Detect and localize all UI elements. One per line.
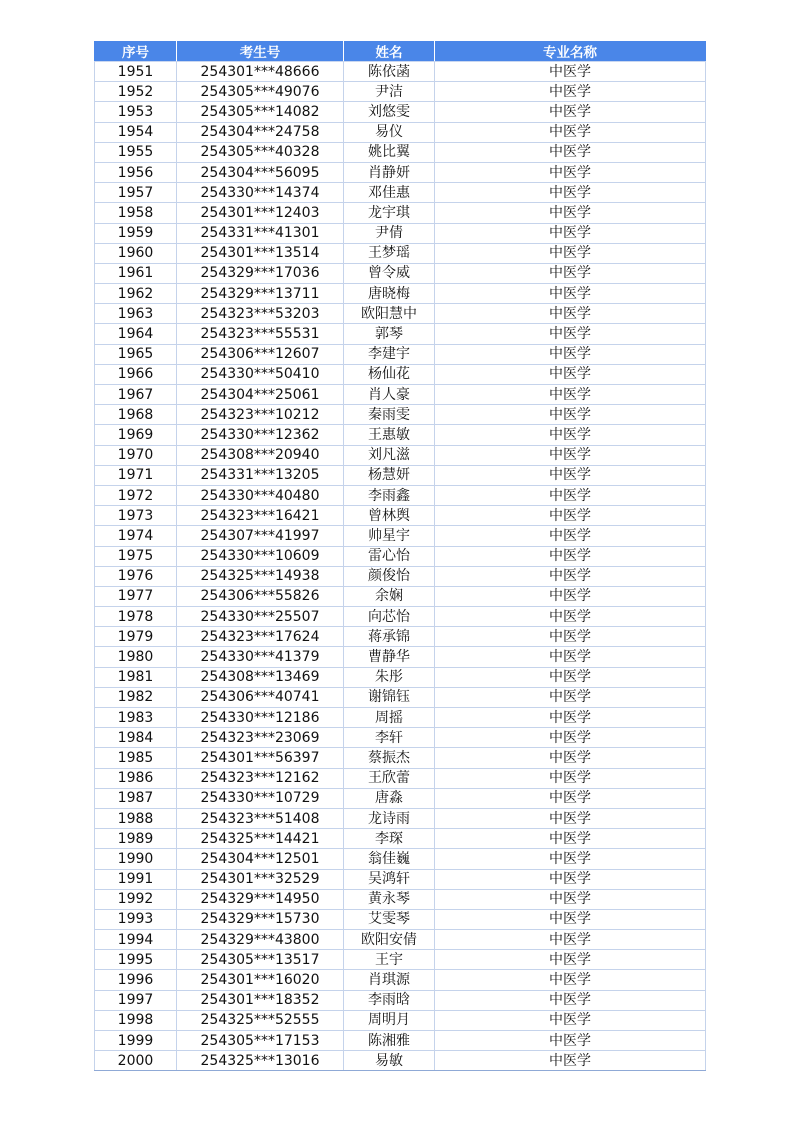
cell-name: 王欣蕾 [344, 768, 435, 788]
table-row [95, 445, 706, 465]
cell-major: 中医学 [435, 304, 706, 324]
cell-exam-id: 254308***20940 [177, 445, 344, 465]
table-row [95, 385, 706, 405]
cell-seq: 1977 [95, 586, 177, 606]
cell-exam-id: 254301***12403 [177, 203, 344, 223]
cell-major: 中医学 [435, 849, 706, 869]
cell-exam-id: 254330***12186 [177, 708, 344, 728]
cell-name: 艾雯琴 [344, 909, 435, 929]
cell-seq: 1962 [95, 284, 177, 304]
table-row [95, 183, 706, 203]
cell-exam-id: 254306***40741 [177, 687, 344, 707]
cell-name: 易敏 [344, 1051, 435, 1071]
cell-exam-id: 254330***10609 [177, 546, 344, 566]
cell-name: 陈湘雅 [344, 1031, 435, 1051]
table-row [95, 970, 706, 990]
cell-name: 刘悠雯 [344, 102, 435, 122]
cell-name: 王宇 [344, 950, 435, 970]
cell-exam-id: 254329***13711 [177, 284, 344, 304]
cell-major: 中医学 [435, 586, 706, 606]
cell-exam-id: 254305***14082 [177, 102, 344, 122]
cell-major: 中医学 [435, 102, 706, 122]
table-row [95, 930, 706, 950]
cell-seq: 1958 [95, 203, 177, 223]
cell-major: 中医学 [435, 990, 706, 1010]
cell-seq: 1995 [95, 950, 177, 970]
cell-exam-id: 254325***14421 [177, 829, 344, 849]
cell-seq: 1954 [95, 122, 177, 142]
cell-name: 颜俊怡 [344, 566, 435, 586]
cell-exam-id: 254301***16020 [177, 970, 344, 990]
header-row [95, 41, 706, 62]
cell-major: 中医学 [435, 183, 706, 203]
cell-seq: 1972 [95, 485, 177, 505]
cell-major: 中医学 [435, 728, 706, 748]
cell-exam-id: 254301***56397 [177, 748, 344, 768]
table-row [95, 849, 706, 869]
cell-name: 杨慧妍 [344, 465, 435, 485]
table-row [95, 284, 706, 304]
cell-exam-id: 254305***49076 [177, 82, 344, 102]
cell-exam-id: 254304***24758 [177, 122, 344, 142]
cell-major: 中医学 [435, 1051, 706, 1071]
table-row [95, 708, 706, 728]
table-row [95, 808, 706, 828]
cell-name: 邓佳惠 [344, 183, 435, 203]
cell-seq: 1956 [95, 162, 177, 182]
cell-major: 中医学 [435, 1031, 706, 1051]
cell-name: 吴鸿轩 [344, 869, 435, 889]
cell-seq: 1966 [95, 364, 177, 384]
cell-major: 中医学 [435, 263, 706, 283]
table-row [95, 889, 706, 909]
cell-major: 中医学 [435, 243, 706, 263]
table-row [95, 203, 706, 223]
cell-name: 肖人豪 [344, 385, 435, 405]
cell-seq: 1983 [95, 708, 177, 728]
cell-exam-id: 254325***14938 [177, 566, 344, 586]
table-row [95, 748, 706, 768]
cell-seq: 1999 [95, 1031, 177, 1051]
cell-major: 中医学 [435, 950, 706, 970]
cell-seq: 1994 [95, 930, 177, 950]
cell-exam-id: 254306***12607 [177, 344, 344, 364]
cell-exam-id: 254330***14374 [177, 183, 344, 203]
cell-major: 中医学 [435, 930, 706, 950]
cell-seq: 1982 [95, 687, 177, 707]
cell-name: 欧阳安倩 [344, 930, 435, 950]
cell-exam-id: 254323***51408 [177, 808, 344, 828]
cell-exam-id: 254323***55531 [177, 324, 344, 344]
cell-major: 中医学 [435, 889, 706, 909]
cell-exam-id: 254306***55826 [177, 586, 344, 606]
cell-exam-id: 254323***17624 [177, 627, 344, 647]
cell-seq: 1952 [95, 82, 177, 102]
cell-name: 欧阳慧中 [344, 304, 435, 324]
cell-seq: 1989 [95, 829, 177, 849]
cell-seq: 1957 [95, 183, 177, 203]
cell-seq: 1997 [95, 990, 177, 1010]
cell-seq: 1984 [95, 728, 177, 748]
cell-major: 中医学 [435, 324, 706, 344]
cell-exam-id: 254330***41379 [177, 647, 344, 667]
cell-major: 中医学 [435, 970, 706, 990]
cell-exam-id: 254325***52555 [177, 1010, 344, 1030]
cell-seq: 1974 [95, 526, 177, 546]
cell-major: 中医学 [435, 465, 706, 485]
cell-name: 余娴 [344, 586, 435, 606]
cell-major: 中医学 [435, 546, 706, 566]
cell-name: 李雨晗 [344, 990, 435, 1010]
cell-name: 龙宇琪 [344, 203, 435, 223]
cell-major: 中医学 [435, 687, 706, 707]
cell-exam-id: 254331***41301 [177, 223, 344, 243]
cell-exam-id: 254330***50410 [177, 364, 344, 384]
cell-seq: 1996 [95, 970, 177, 990]
table-row [95, 829, 706, 849]
table-row [95, 788, 706, 808]
cell-seq: 1988 [95, 808, 177, 828]
cell-exam-id: 254323***10212 [177, 405, 344, 425]
cell-seq: 1985 [95, 748, 177, 768]
cell-seq: 1986 [95, 768, 177, 788]
cell-seq: 1964 [95, 324, 177, 344]
cell-major: 中医学 [435, 768, 706, 788]
table-row [95, 526, 706, 546]
cell-seq: 1990 [95, 849, 177, 869]
header-seq: 序号 [95, 41, 177, 62]
cell-seq: 1978 [95, 607, 177, 627]
cell-major: 中医学 [435, 909, 706, 929]
cell-major: 中医学 [435, 485, 706, 505]
cell-exam-id: 254330***25507 [177, 607, 344, 627]
cell-exam-id: 254304***56095 [177, 162, 344, 182]
cell-name: 李建宇 [344, 344, 435, 364]
cell-exam-id: 254304***12501 [177, 849, 344, 869]
cell-major: 中医学 [435, 62, 706, 82]
cell-exam-id: 254305***40328 [177, 142, 344, 162]
cell-seq: 1975 [95, 546, 177, 566]
cell-exam-id: 254325***13016 [177, 1051, 344, 1071]
cell-name: 李琛 [344, 829, 435, 849]
cell-name: 曾林舆 [344, 506, 435, 526]
cell-major: 中医学 [435, 344, 706, 364]
cell-name: 刘凡滋 [344, 445, 435, 465]
cell-name: 雷心怡 [344, 546, 435, 566]
table-row [95, 647, 706, 667]
cell-major: 中医学 [435, 223, 706, 243]
cell-name: 帅星宇 [344, 526, 435, 546]
cell-seq: 1980 [95, 647, 177, 667]
cell-seq: 1969 [95, 425, 177, 445]
cell-seq: 1992 [95, 889, 177, 909]
table-row [95, 566, 706, 586]
cell-name: 谢锦钰 [344, 687, 435, 707]
cell-name: 黄永琴 [344, 889, 435, 909]
cell-major: 中医学 [435, 748, 706, 768]
header-major: 专业名称 [435, 41, 706, 62]
cell-exam-id: 254301***18352 [177, 990, 344, 1010]
table-row [95, 465, 706, 485]
cell-seq: 1963 [95, 304, 177, 324]
cell-exam-id: 254305***13517 [177, 950, 344, 970]
cell-major: 中医学 [435, 627, 706, 647]
table-row [95, 62, 706, 82]
cell-name: 郭琴 [344, 324, 435, 344]
table-row [95, 324, 706, 344]
cell-seq: 1993 [95, 909, 177, 929]
cell-name: 陈依菡 [344, 62, 435, 82]
table-row [95, 1051, 706, 1071]
cell-major: 中医学 [435, 284, 706, 304]
cell-exam-id: 254307***41997 [177, 526, 344, 546]
cell-name: 蒋承锦 [344, 627, 435, 647]
cell-seq: 1955 [95, 142, 177, 162]
cell-name: 唐淼 [344, 788, 435, 808]
table-row [95, 1010, 706, 1030]
cell-major: 中医学 [435, 82, 706, 102]
cell-exam-id: 254329***17036 [177, 263, 344, 283]
cell-major: 中医学 [435, 566, 706, 586]
cell-name: 李雨鑫 [344, 485, 435, 505]
cell-name: 周明月 [344, 1010, 435, 1030]
cell-exam-id: 254301***13514 [177, 243, 344, 263]
cell-major: 中医学 [435, 647, 706, 667]
table-body [95, 62, 706, 1071]
table-row [95, 990, 706, 1010]
cell-name: 龙诗雨 [344, 808, 435, 828]
cell-seq: 1979 [95, 627, 177, 647]
cell-exam-id: 254305***17153 [177, 1031, 344, 1051]
cell-name: 翁佳巍 [344, 849, 435, 869]
table-row [95, 950, 706, 970]
cell-name: 肖静妍 [344, 162, 435, 182]
cell-major: 中医学 [435, 526, 706, 546]
cell-name: 秦雨雯 [344, 405, 435, 425]
cell-exam-id: 254329***14950 [177, 889, 344, 909]
cell-name: 李轩 [344, 728, 435, 748]
table-row [95, 506, 706, 526]
table-row [95, 1031, 706, 1051]
cell-name: 朱彤 [344, 667, 435, 687]
cell-name: 姚比翼 [344, 142, 435, 162]
cell-seq: 1951 [95, 62, 177, 82]
table-row [95, 263, 706, 283]
cell-exam-id: 254301***48666 [177, 62, 344, 82]
cell-exam-id: 254323***12162 [177, 768, 344, 788]
cell-seq: 2000 [95, 1051, 177, 1071]
table-row [95, 546, 706, 566]
cell-major: 中医学 [435, 1010, 706, 1030]
cell-major: 中医学 [435, 506, 706, 526]
table-row [95, 869, 706, 889]
table-row [95, 485, 706, 505]
cell-major: 中医学 [435, 142, 706, 162]
cell-seq: 1987 [95, 788, 177, 808]
cell-seq: 1981 [95, 667, 177, 687]
table-row [95, 304, 706, 324]
cell-seq: 1991 [95, 869, 177, 889]
table-row [95, 162, 706, 182]
cell-exam-id: 254301***32529 [177, 869, 344, 889]
cell-seq: 1953 [95, 102, 177, 122]
table-row [95, 768, 706, 788]
table-row [95, 344, 706, 364]
table-row [95, 728, 706, 748]
cell-name: 王梦瑶 [344, 243, 435, 263]
cell-exam-id: 254323***53203 [177, 304, 344, 324]
cell-exam-id: 254329***15730 [177, 909, 344, 929]
table-row [95, 82, 706, 102]
cell-seq: 1959 [95, 223, 177, 243]
cell-exam-id: 254330***10729 [177, 788, 344, 808]
table-row [95, 142, 706, 162]
table-row [95, 586, 706, 606]
cell-seq: 1976 [95, 566, 177, 586]
cell-exam-id: 254330***40480 [177, 485, 344, 505]
cell-major: 中医学 [435, 405, 706, 425]
admission-table [94, 41, 706, 1071]
cell-name: 王惠敏 [344, 425, 435, 445]
cell-name: 易仪 [344, 122, 435, 142]
cell-exam-id: 254329***43800 [177, 930, 344, 950]
cell-name: 向芯怡 [344, 607, 435, 627]
cell-name: 周摇 [344, 708, 435, 728]
cell-name: 肖琪源 [344, 970, 435, 990]
table-row [95, 425, 706, 445]
cell-name: 曹静华 [344, 647, 435, 667]
cell-major: 中医学 [435, 808, 706, 828]
cell-seq: 1971 [95, 465, 177, 485]
table-row [95, 102, 706, 122]
cell-major: 中医学 [435, 425, 706, 445]
table-row [95, 122, 706, 142]
cell-major: 中医学 [435, 445, 706, 465]
cell-seq: 1970 [95, 445, 177, 465]
cell-seq: 1998 [95, 1010, 177, 1030]
cell-name: 尹洁 [344, 82, 435, 102]
cell-name: 杨仙花 [344, 364, 435, 384]
table-row [95, 687, 706, 707]
cell-major: 中医学 [435, 708, 706, 728]
cell-exam-id: 254308***13469 [177, 667, 344, 687]
cell-name: 尹倩 [344, 223, 435, 243]
table-row [95, 909, 706, 929]
table-row [95, 243, 706, 263]
header-exam-id: 考生号 [177, 41, 344, 62]
cell-major: 中医学 [435, 385, 706, 405]
cell-seq: 1965 [95, 344, 177, 364]
cell-seq: 1973 [95, 506, 177, 526]
cell-major: 中医学 [435, 364, 706, 384]
cell-seq: 1960 [95, 243, 177, 263]
cell-seq: 1968 [95, 405, 177, 425]
table-row [95, 607, 706, 627]
cell-major: 中医学 [435, 607, 706, 627]
table-row [95, 223, 706, 243]
cell-major: 中医学 [435, 788, 706, 808]
cell-exam-id: 254323***16421 [177, 506, 344, 526]
cell-exam-id: 254330***12362 [177, 425, 344, 445]
cell-major: 中医学 [435, 122, 706, 142]
cell-major: 中医学 [435, 203, 706, 223]
cell-exam-id: 254323***23069 [177, 728, 344, 748]
cell-major: 中医学 [435, 162, 706, 182]
cell-exam-id: 254304***25061 [177, 385, 344, 405]
table-row [95, 405, 706, 425]
cell-major: 中医学 [435, 829, 706, 849]
cell-seq: 1967 [95, 385, 177, 405]
cell-major: 中医学 [435, 869, 706, 889]
table-row [95, 627, 706, 647]
cell-name: 蔡振杰 [344, 748, 435, 768]
cell-name: 唐晓梅 [344, 284, 435, 304]
table-row [95, 667, 706, 687]
table-row [95, 364, 706, 384]
header-name: 姓名 [344, 41, 435, 62]
cell-exam-id: 254331***13205 [177, 465, 344, 485]
cell-name: 曾令威 [344, 263, 435, 283]
cell-major: 中医学 [435, 667, 706, 687]
cell-seq: 1961 [95, 263, 177, 283]
